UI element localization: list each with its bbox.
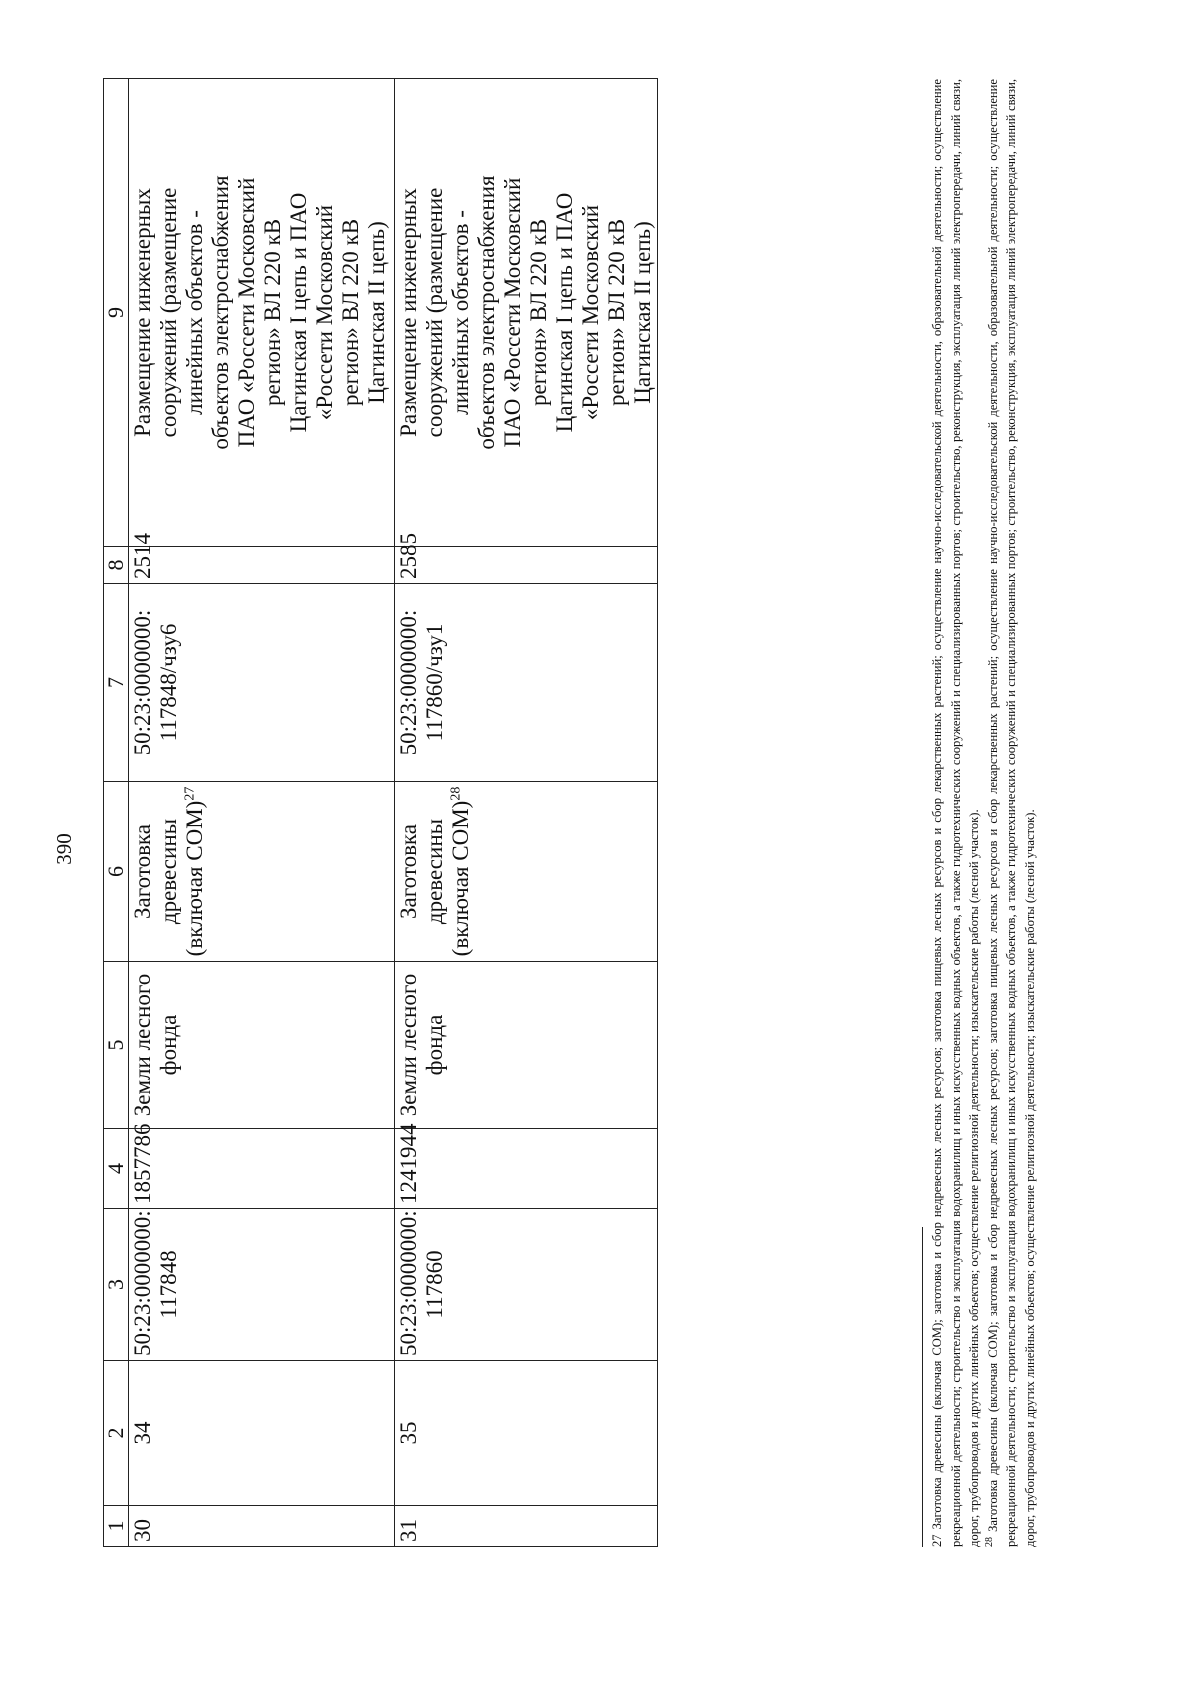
footnote [984, 79, 1040, 1547]
sub-parcel-purpose: Размещение инженерных сооружений (размещение линейных объектов - объектов электроснабжения ПАО «Россети Московский регион» ВЛ 220 кВ Цагинская I цепь и ПАО «Россети Московский регион» ВЛ 220 кВ Цагинская II цепь) [129, 79, 395, 547]
footnote [928, 79, 984, 1547]
cadastral-number: 50:23:0000000: 117860 [395, 1209, 658, 1361]
header-row [104, 79, 129, 1547]
table-row [129, 79, 395, 1547]
col-header-7: 7 [104, 584, 129, 782]
sub-parcel-area: 2514 [129, 547, 395, 584]
col-header-8: 8 [104, 547, 129, 584]
sub-parcel-number: 50:23:0000000: 117848/чзу6 [129, 584, 395, 782]
page-number: 390 [52, 833, 76, 865]
col-header-6: 6 [104, 782, 129, 962]
sub-parcel-area: 2585 [395, 547, 658, 584]
row-number: 30 [129, 1506, 395, 1547]
sub-parcel-number: 50:23:0000000: 117860/чзу1 [395, 584, 658, 782]
col-header-5: 5 [104, 962, 129, 1129]
sub-parcel-purpose: Размещение инженерных сооружений (размещение линейных объектов - объектов электроснабжения ПАО «Россети Московский регион» ВЛ 220 кВ Цагинская I цепь и ПАО «Россети Московский регион» ВЛ 220 кВ Цагинская II цепь) [395, 79, 658, 547]
area-value: 1857786 [129, 1129, 395, 1209]
cadastral-number: 50:23:0000000: 117848 [129, 1209, 395, 1361]
col-header-9: 9 [104, 79, 129, 547]
permitted-use: Заготовка древесины (включая СОМ)$^{27}$ [129, 782, 395, 962]
footnotes [928, 79, 1040, 1547]
row-number: 31 [395, 1506, 658, 1547]
col-header-1: 1 [104, 1506, 129, 1547]
footnote-text: Заготовка древесины (включая СОМ); заготовка и сбор недревесных лесных ресурсов; заготовка пищевых лесных ресурсов и сбор лекарственных растений; осуществление научно-исследовательской деятельности, образовательной деятельности; осуществление рекреационной деятельности; строительство и эксплуатация водохранилищ и иных искусственных водных объектов, а также гидротехнических сооружений и специализированных портов; строительство, реконструкция, эксплуатация линий электропередачи, линий связи, дорог, трубопроводов и других линейных объектов; осуществление религиозной деятельности; изыскательские работы (лесной участок). [985, 79, 1037, 1547]
footnote-divider [922, 1227, 923, 1547]
footnote-text: Заготовка древесины (включая СОМ); заготовка и сбор недревесных лесных ресурсов; заготовка пищевых лесных ресурсов и сбор лекарственных растений; осуществление научно-исследовательской деятельности, образовательной деятельности; осуществление рекреационной деятельности; строительство и эксплуатация водохранилищ и иных искусственных водных объектов, а также гидротехнических сооружений и специализированных портов; строительство, реконструкция, эксплуатация линий электропередачи, линий связи, дорог, трубопроводов и других линейных объектов; осуществление религиозной деятельности; изыскательские работы (лесной участок). [930, 79, 982, 1547]
land-category: Земли лесного фонда [129, 962, 395, 1129]
register-table [103, 78, 658, 1547]
col-header-4: 4 [104, 1129, 129, 1209]
col-header-3: 3 [104, 1209, 129, 1361]
footnote-ref: 28 [448, 786, 464, 801]
table-row [395, 79, 658, 1547]
footnote-number: 28 [983, 1537, 995, 1547]
col-header-2: 2 [104, 1361, 129, 1506]
footnote-ref: 27 [182, 786, 198, 801]
land-category: Земли лесного фонда [395, 962, 658, 1129]
area-value: 1241944 [395, 1129, 658, 1209]
parcel-index: 34 [129, 1361, 395, 1506]
permitted-use: Заготовка древесины (включая СОМ)$^{28}$ [395, 782, 658, 962]
parcel-index: 35 [395, 1361, 658, 1506]
footnote-number: 27 [930, 1534, 944, 1547]
